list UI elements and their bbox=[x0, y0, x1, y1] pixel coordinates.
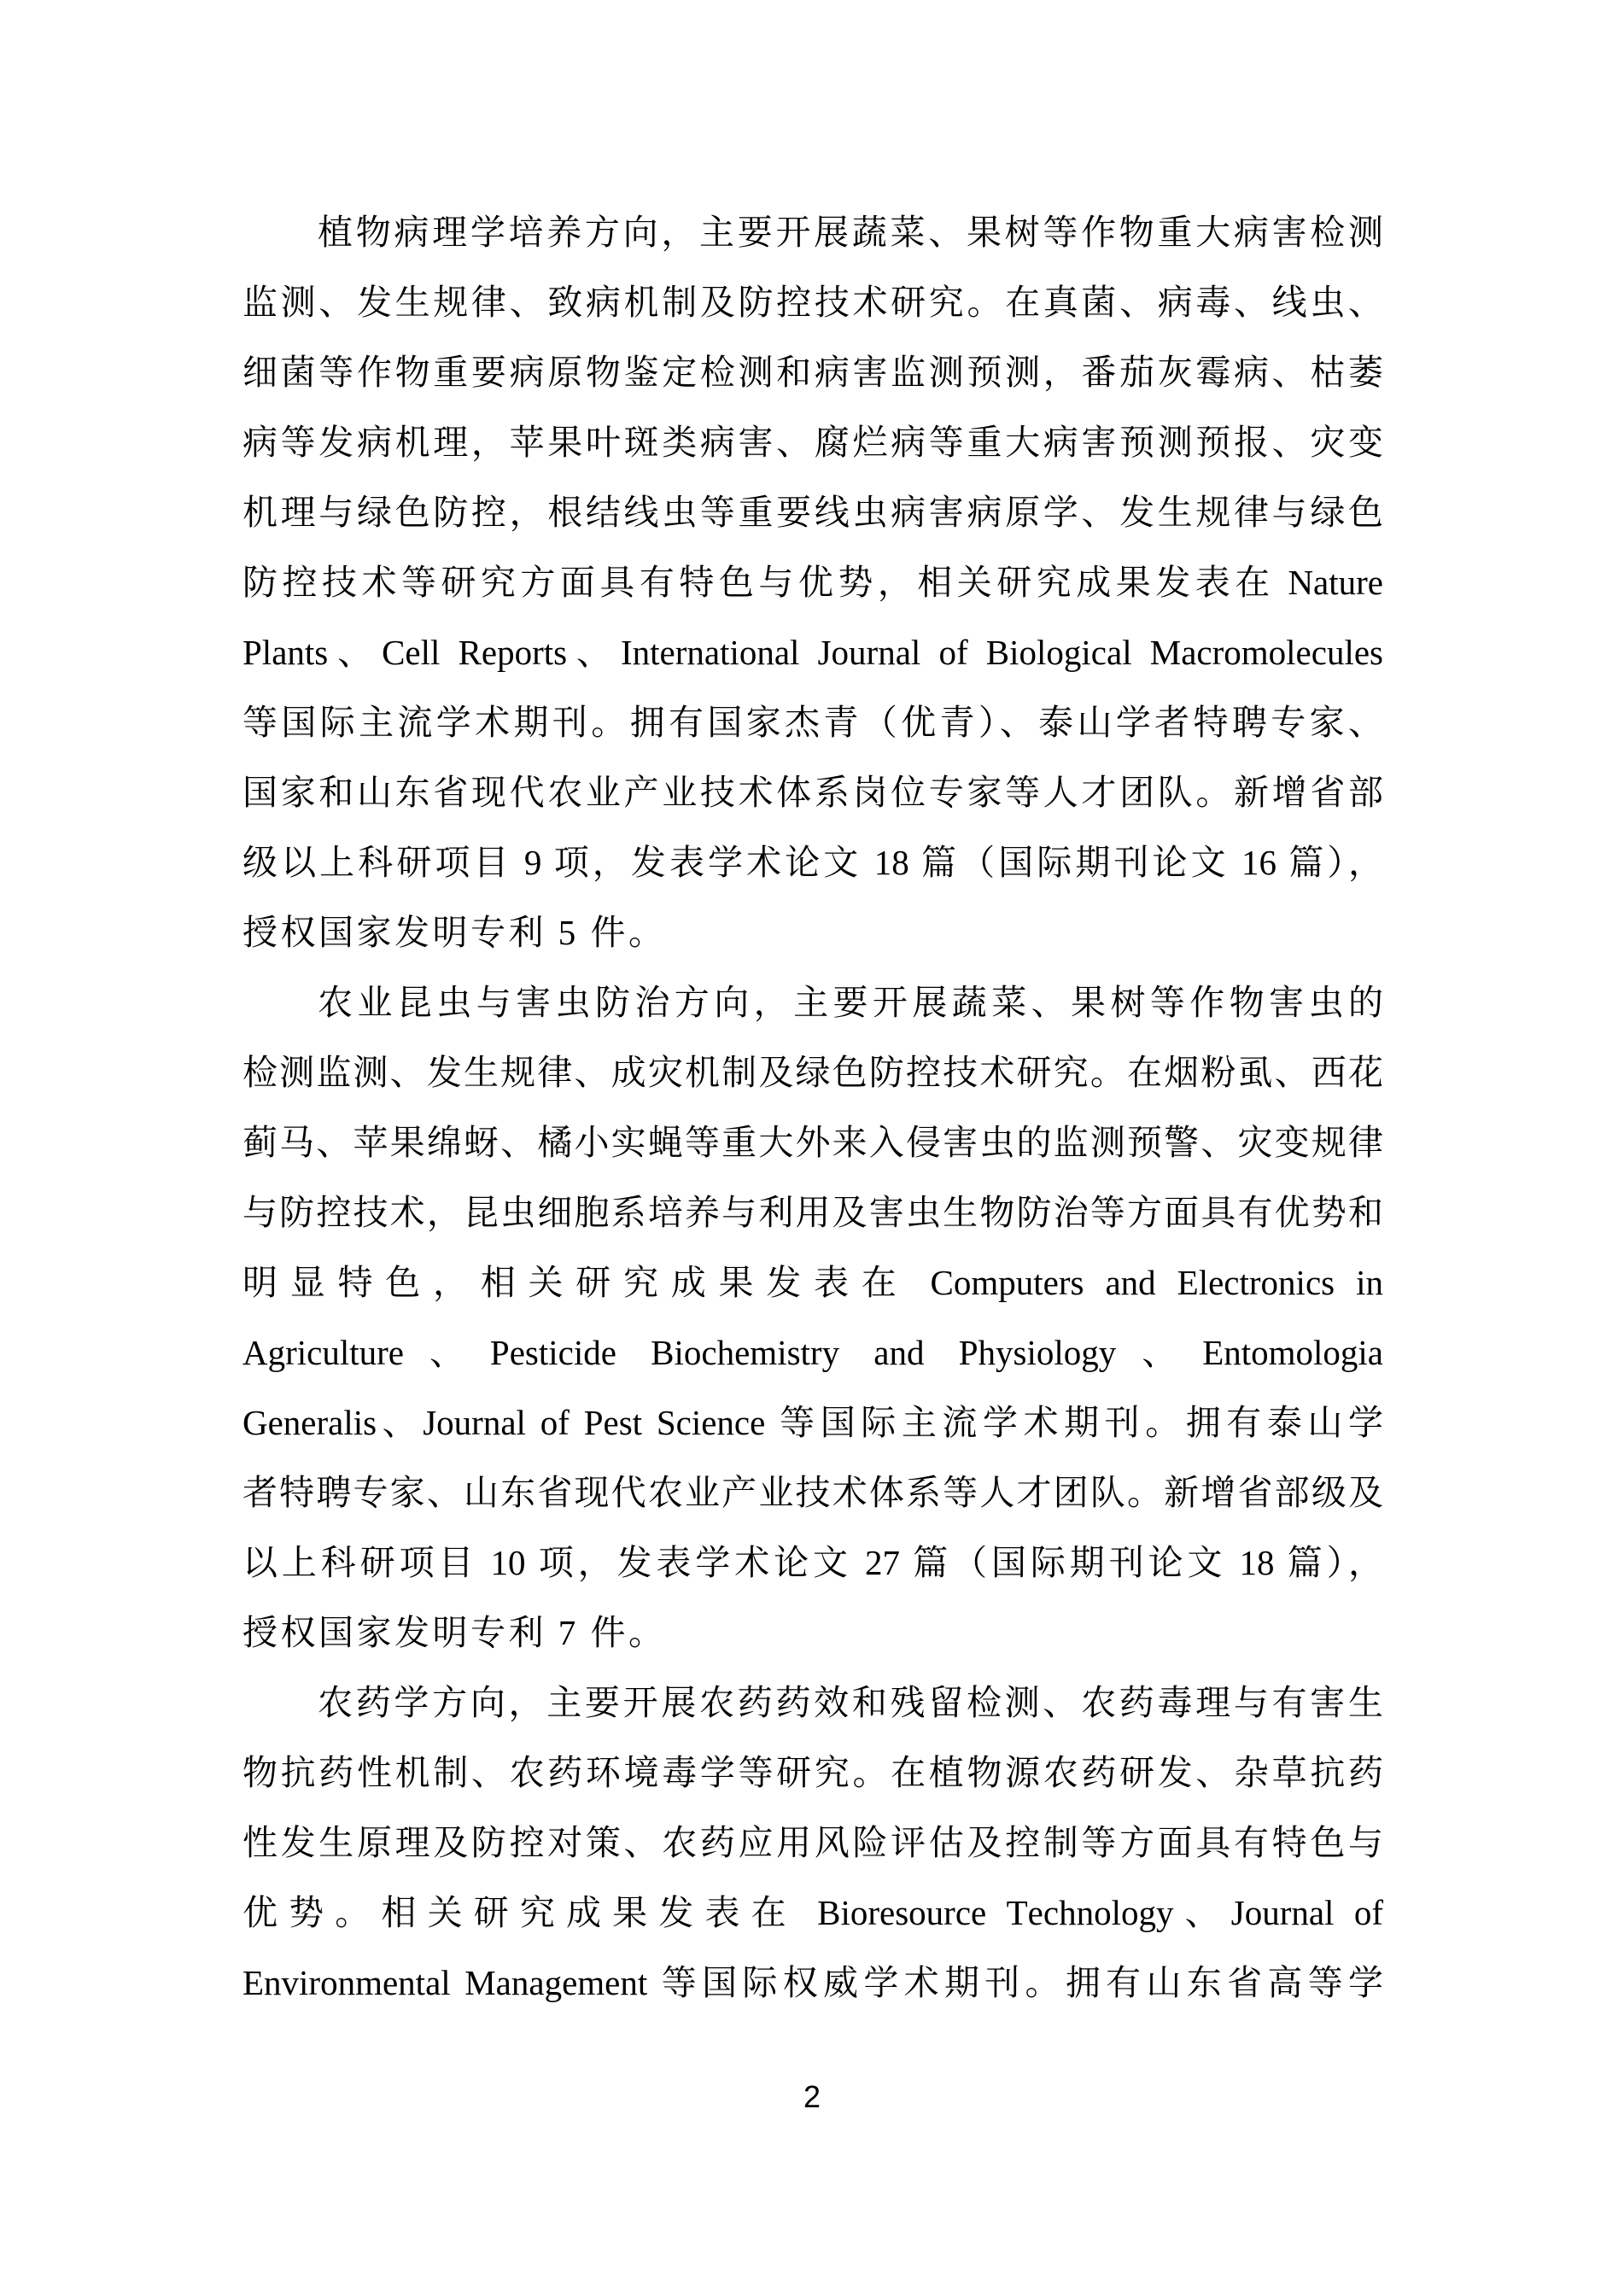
text-line: 农业昆虫与害虫防治方向，主要开展蔬菜、果树等作物害虫的 bbox=[318, 983, 1383, 1022]
text-line: 授权国家发明专利 5 件。 bbox=[242, 913, 667, 952]
text-line: Agriculture、Pesticide Biochemistry and Physiology、Entomologia bbox=[242, 1333, 1383, 1372]
document-body bbox=[242, 197, 1383, 2018]
text-line: 蓟马、苹果绵蚜、橘小实蝇等重大外来入侵害虫的监测预警、灾变规律 bbox=[242, 1123, 1383, 1162]
text-line: 性发生原理及防控对策、农药应用风险评估及控制等方面具有特色与 bbox=[242, 1823, 1383, 1862]
text-line: 以上科研项目 10 项，发表学术论文 27 篇（国际期刊论文 18 篇）， bbox=[242, 1543, 1383, 1582]
text-line: 植物病理学培养方向，主要开展蔬菜、果树等作物重大病害检测 bbox=[318, 213, 1383, 252]
text-line: 等国际主流学术期刊。拥有国家杰青（优青）、泰山学者特聘专家、 bbox=[242, 703, 1383, 742]
text-line: 监测、发生规律、致病机制及防控技术研究。在真菌、病毒、线虫、 bbox=[242, 283, 1383, 322]
text-line: 机理与绿色防控，根结线虫等重要线虫病害病原学、发生规律与绿色 bbox=[242, 493, 1383, 532]
text-line: 级以上科研项目 9 项，发表学术论文 18 篇（国际期刊论文 16 篇）， bbox=[242, 843, 1383, 882]
text-line: 国家和山东省现代农业产业技术体系岗位专家等人才团队。新增省部 bbox=[242, 773, 1383, 812]
text-line: 优势。相关研究成果发表在 Bioresource Technology、Journal of bbox=[242, 1893, 1383, 1932]
text-line: 者特聘专家、山东省现代农业产业技术体系等人才团队。新增省部级及 bbox=[242, 1473, 1383, 1512]
text-line: 明显特色，相关研究成果发表在 Computers and Electronics in bbox=[242, 1263, 1383, 1302]
text-line: 检测监测、发生规律、成灾机制及绿色防控技术研究。在烟粉虱、西花 bbox=[242, 1053, 1383, 1092]
text-line: Environmental Management 等国际权威学术期刊。拥有山东省高等学 bbox=[242, 1963, 1383, 2002]
text-line: 农药学方向，主要开展农药药效和残留检测、农药毒理与有害生 bbox=[318, 1683, 1383, 1722]
text-line: 物抗药性机制、农药环境毒学等研究。在植物源农药研发、杂草抗药 bbox=[242, 1753, 1383, 1792]
page-number: 2 bbox=[803, 2079, 821, 2114]
text-line: 细菌等作物重要病原物鉴定检测和病害监测预测，番茄灰霉病、枯萎 bbox=[242, 353, 1383, 392]
text-line: 防控技术等研究方面具有特色与优势，相关研究成果发表在 Nature bbox=[242, 563, 1383, 602]
text-line: 病等发病机理，苹果叶斑类病害、腐烂病等重大病害预测预报、灾变 bbox=[242, 423, 1383, 462]
text-line: 与防控技术，昆虫细胞系培养与利用及害虫生物防治等方面具有优势和 bbox=[242, 1193, 1383, 1232]
text-line: Plants、Cell Reports、International Journal of Biological Macromolecules bbox=[242, 633, 1383, 672]
text-line: Generalis、Journal of Pest Science 等国际主流学术期刊。拥有泰山学 bbox=[242, 1403, 1383, 1442]
text-line: 授权国家发明专利 7 件。 bbox=[242, 1613, 667, 1652]
